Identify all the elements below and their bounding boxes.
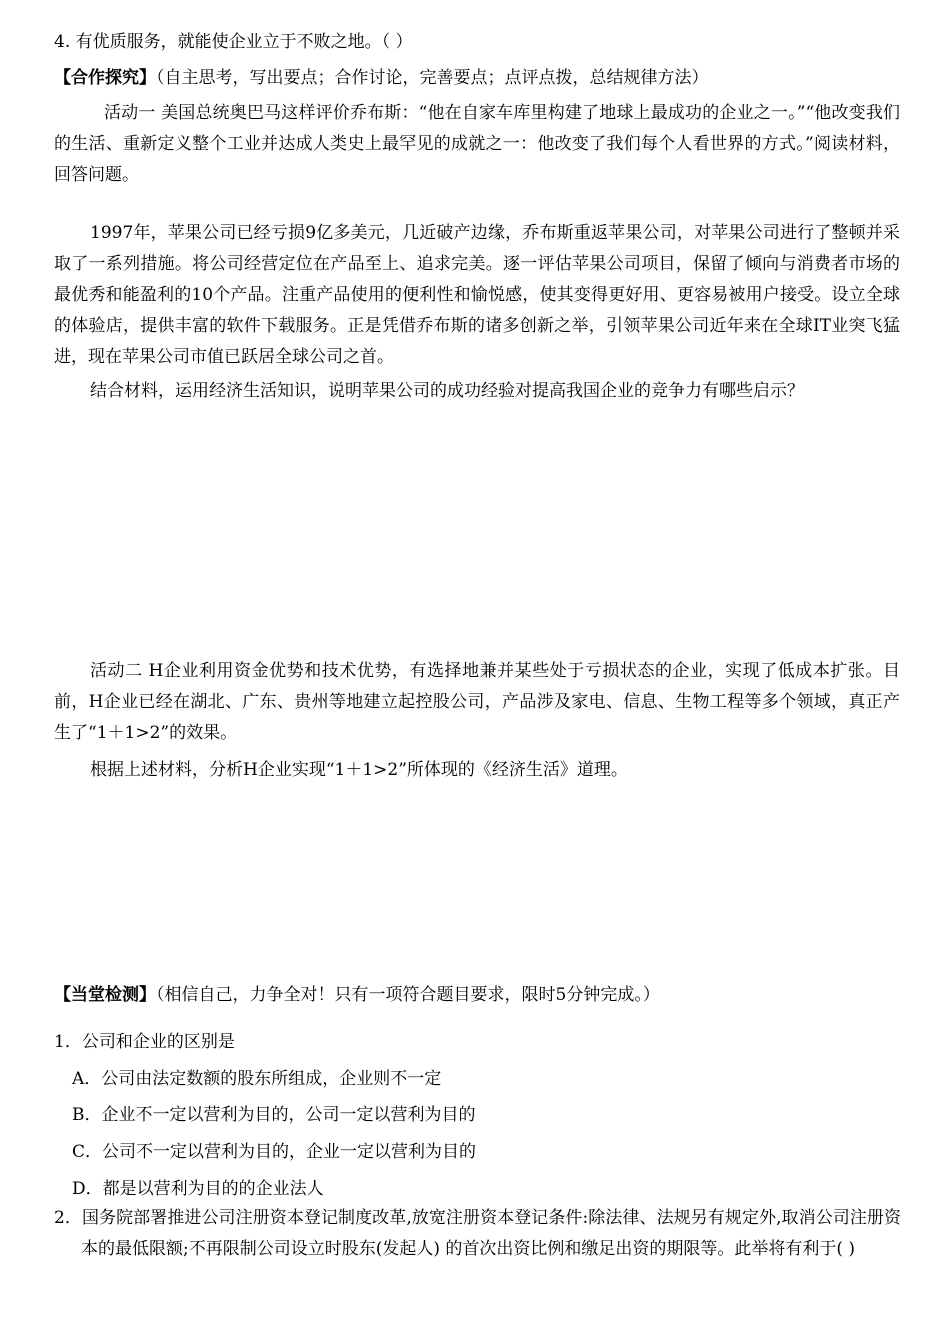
activity-1-intro: 活动一 美国总统奥巴马这样评价乔布斯：“他在自家车库里构建了地球上最成功的企业之一。”“他改变我们的生活、重新定义整个工业并达成人类史上最罕见的成就之一：他改变了我们每个人看世界的方式。”阅读材料，回答问题。 <box>54 103 900 185</box>
section-note: （相信自己，力争全对！只有一项符合题目要求，限时5分钟完成。） <box>156 985 660 1005</box>
question-1-option-a: A．公司由法定数额的股东所组成，企业则不一定 <box>72 1069 442 1089</box>
section-title: 【合作探究】 <box>54 68 156 88</box>
question-1-option-d: D．都是以营利为目的的企业法人 <box>72 1179 324 1199</box>
section-title: 【当堂检测】 <box>54 985 156 1005</box>
activity-1-material: 1997年，苹果公司已经亏损9亿多美元，几近破产边缘，乔布斯重返苹果公司，对苹果公司进行了整顿并采取了一系列措施。将公司经营定位在产品至上、追求完美。逐一评估苹果公司项目，保留了倾向与消费者市场的最优秀和能盈利的10个产品。注重产品使用的便利性和愉悦感，使其变得更好用、更容易被用户接受。设立全球的体验店，提供丰富的软件下载服务。正是凭借乔布斯的诸多创新之举，引领苹果公司近年来在全球IT业突飞猛进，现在苹果公司市值已跃居全球公司之首。 <box>54 223 900 367</box>
activity-2-material: 活动二 H企业利用资金优势和技术优势，有选择地兼并某些处于亏损状态的企业，实现了低成本扩张。目前，H企业已经在湖北、广东、贵州等地建立起控股公司，产品涉及家电、信息、生物工程等多个领域，真正产生了“1＋1>2”的效果。 <box>54 661 900 743</box>
question-4: 4. 有优质服务，就能使企业立于不败之地。（ ） <box>54 32 413 52</box>
cooperative-exploration-heading <box>54 67 709 89</box>
in-class-check-heading <box>54 984 660 1006</box>
question-1-stem: 1．公司和企业的区别是 <box>54 1032 235 1052</box>
section-note: （自主思考，写出要点；合作讨论，完善要点；点评点拨，总结规律方法） <box>156 68 709 88</box>
activity-2-question: 根据上述材料，分析H企业实现“1＋1>2”所体现的《经济生活》道理。 <box>90 760 628 780</box>
question-2-stem: 2．国务院部署推进公司注册资本登记制度改革,放宽注册资本登记条件:除法律、法规另有规定外,取消公司注册资本的最低限额;不再限制公司设立时股东(发起人) 的首次出资比例和缴足出资的期限等。此举将有利于( ) <box>54 1208 901 1259</box>
activity-1-question: 结合材料，运用经济生活知识，说明苹果公司的成功经验对提高我国企业的竞争力有哪些启示？ <box>90 381 804 401</box>
question-1-option-b: B．企业不一定以营利为目的，公司一定以营利为目的 <box>72 1105 476 1125</box>
question-1-option-c: C．公司不一定以营利为目的，企业一定以营利为目的 <box>72 1142 477 1162</box>
